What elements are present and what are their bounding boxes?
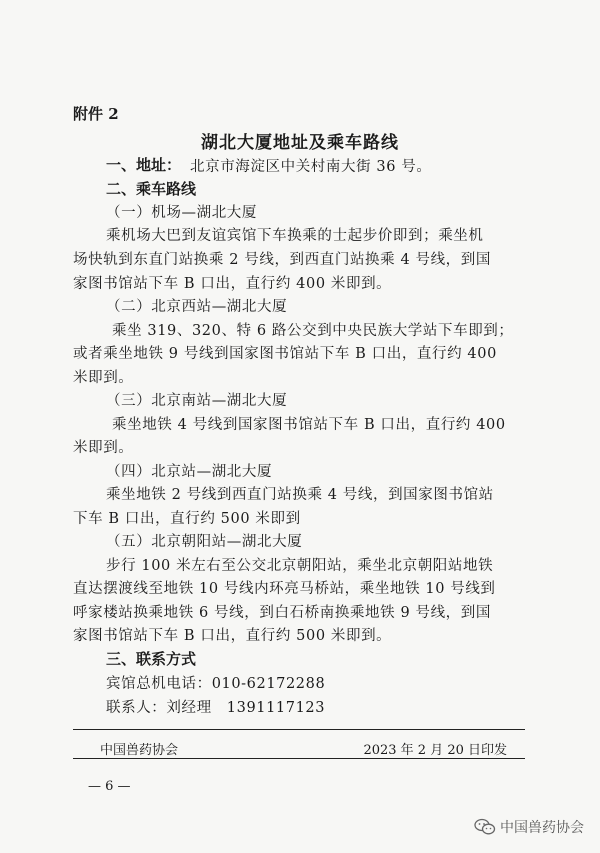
route-line: 步行 100 米左右至公交北京朝阳站，乘坐北京朝阳站地铁 bbox=[106, 558, 494, 574]
route-line: 呼家楼站换乘地铁 6 号线，到白石桥南换乘地铁 9 号线，到国 bbox=[73, 605, 491, 621]
footer-date: 2023 年 2 月 20 日印发 bbox=[363, 743, 507, 758]
route-title-beijing-chaoyang: （五）北京朝阳站—湖北大厦 bbox=[106, 534, 303, 550]
attachment-label: 附件 2 bbox=[73, 105, 119, 123]
route-title-beijing-station: （四）北京站—湖北大厦 bbox=[106, 464, 273, 480]
route-title-airport: （一）机场—湖北大厦 bbox=[106, 205, 257, 221]
contact-person: 联系人：刘经理 1391117123 bbox=[106, 700, 326, 716]
wechat-icon bbox=[474, 818, 496, 836]
route-title-beijing-south: （三）北京南站—湖北大厦 bbox=[106, 393, 288, 409]
address-heading: 一、地址： bbox=[106, 156, 182, 174]
route-title-beijing-west: （二）北京西站—湖北大厦 bbox=[106, 299, 288, 315]
route-line: 家图书馆站下车 B 口出，直行约 400 米即到。 bbox=[73, 276, 392, 292]
route-line: 家图书馆站下车 B 口出，直行约 500 米即到。 bbox=[73, 628, 392, 644]
routes-heading: 二、乘车路线 bbox=[106, 180, 197, 198]
route-line: 乘坐地铁 4 号线到国家图书馆站下车 B 口出，直行约 400 bbox=[112, 417, 506, 433]
route-line: 乘坐 319、320、特 6 路公交到中央民族大学站下车即到； bbox=[112, 323, 514, 339]
contact-phone: 宾馆总机电话：010-62172288 bbox=[106, 676, 326, 692]
contact-heading: 三、联系方式 bbox=[106, 650, 197, 668]
footer-bottom-rule bbox=[73, 758, 525, 759]
page-title: 湖北大厦地址及乘车路线 bbox=[201, 133, 399, 153]
footer-top-rule bbox=[73, 729, 525, 730]
route-line: 乘机场大巴到友谊宾馆下车换乘的士起步价即到；乘坐机 bbox=[106, 228, 484, 244]
route-line: 乘坐地铁 2 号线到西直门站换乘 4 号线，到国家图书馆站 bbox=[106, 487, 494, 503]
route-line: 下车 B 口出，直行约 500 米即到 bbox=[73, 511, 301, 527]
page-number: — 6 — bbox=[88, 779, 131, 794]
route-line: 米即到。 bbox=[73, 440, 134, 456]
footer-org: 中国兽药协会 bbox=[100, 743, 179, 758]
route-line: 米即到。 bbox=[73, 370, 134, 386]
watermark bbox=[474, 817, 584, 837]
route-line: 场快轨到东直门站换乘 2 号线，到西直门站换乘 4 号线，到国 bbox=[73, 252, 491, 268]
route-line: 直达摆渡线至地铁 10 号线内环亮马桥站，乘坐地铁 10 号线到 bbox=[73, 581, 496, 597]
address-value: 北京市海淀区中关村南大街 36 号。 bbox=[190, 159, 432, 175]
watermark-text: 中国兽药协会 bbox=[500, 820, 584, 836]
route-line: 或者乘坐地铁 9 号线到国家图书馆站下车 B 口出，直行约 400 bbox=[73, 346, 497, 362]
